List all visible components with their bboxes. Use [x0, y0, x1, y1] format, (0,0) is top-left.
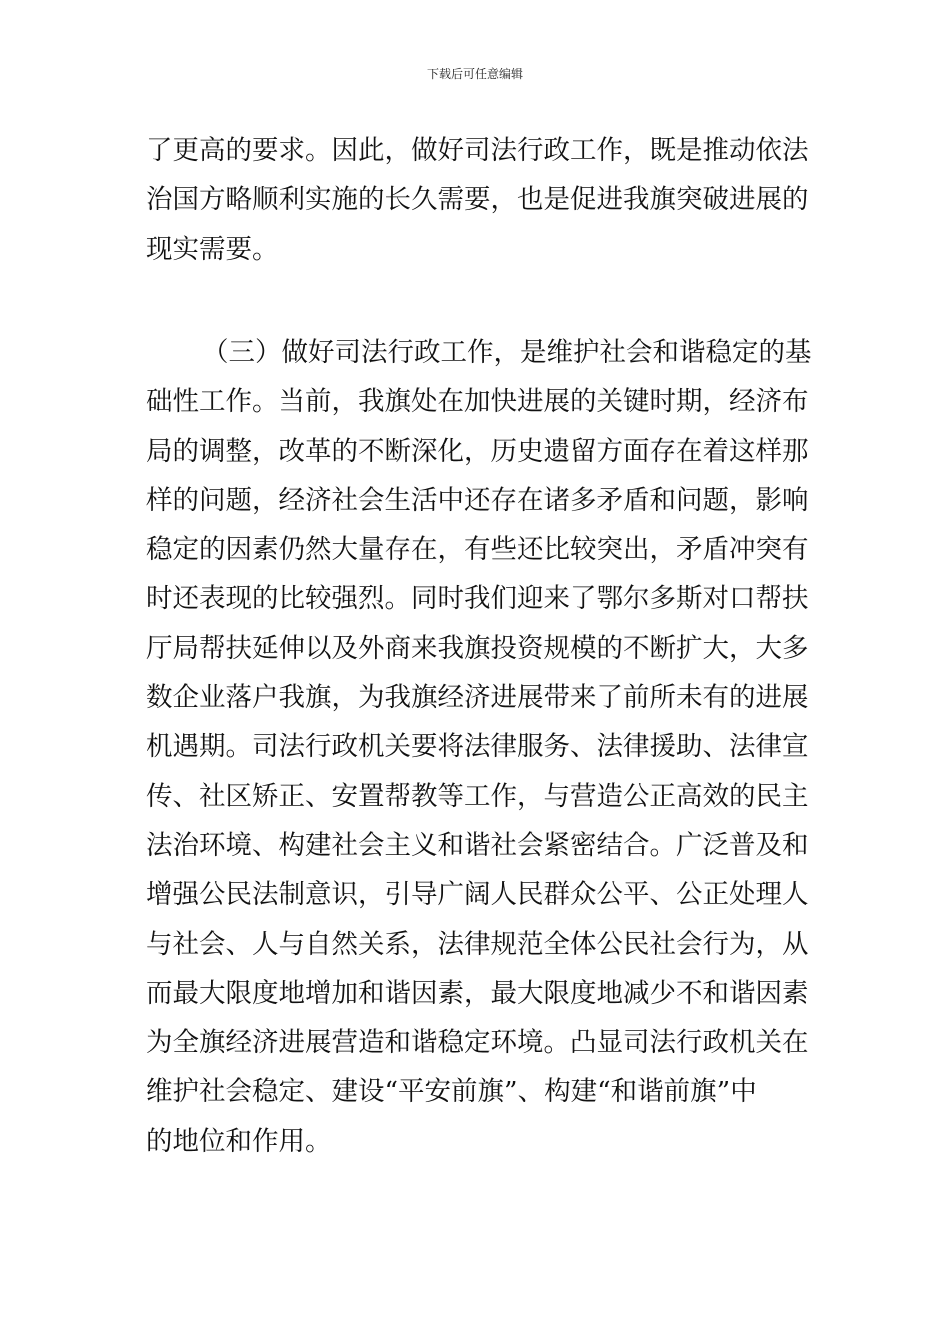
text-line: 数企业落户我旗，为我旗经济进展带来了前所未有的进展 — [146, 682, 809, 714]
text-line: 稳定的因素仍然大量存在，有些还比较突出，矛盾冲突有 — [146, 534, 809, 566]
text-line: 现实需要。 — [146, 233, 279, 265]
text-line: 治国方略顺利实施的长久需要，也是促进我旗突破进展的 — [146, 184, 809, 216]
text-line: 础性工作。当前，我旗处在加快进展的关键时期，经济布 — [146, 386, 809, 418]
page-header: 下载后可任意编辑 — [426, 67, 523, 81]
text-line: 为全旗经济进展营造和谐稳定环境。凸显司法行政机关在 — [146, 1027, 809, 1059]
text-line: （三）做好司法行政工作，是维护社会和谐稳定的基 — [202, 337, 812, 368]
text-line: 而最大限度地增加和谐因素，最大限度地减少不和谐因素 — [146, 977, 809, 1009]
text-line: 了更高的要求。因此，做好司法行政工作，既是推动依法 — [146, 135, 809, 166]
text-line: 增强公民法制意识，引导广阔人民群众公平、公正处理人 — [146, 879, 809, 911]
text-line: 与社会、人与自然关系，法律规范全体公民社会行为，从 — [146, 928, 809, 960]
text-line: 法治环境、构建社会主义和谐社会紧密结合。广泛普及和 — [146, 829, 809, 861]
text-line: 局的调整，改革的不断深化，历史遗留方面存在着这样那 — [146, 435, 809, 467]
text-line: 时还表现的比较强烈。同时我们迎来了鄂尔多斯对口帮扶 — [146, 583, 809, 615]
paragraph-2 — [146, 328, 812, 1166]
text-line: 机遇期。司法行政机关要将法律服务、法律援助、法律宣 — [146, 731, 809, 763]
text-line: 传、社区矫正、安置帮教等工作，与营造公正高效的民主 — [146, 780, 809, 812]
text-line: 的地位和作用。 — [146, 1125, 332, 1157]
text-line: 样的问题，经济社会生活中还存在诸多矛盾和问题，影响 — [146, 484, 809, 516]
paragraph-1 — [146, 126, 809, 274]
text-line: 维护社会稳定、建设“平安前旗”、构建“和谐前旗”中 — [146, 1076, 757, 1108]
text-line: 厅局帮扶延伸以及外商来我旗投资规模的不断扩大，大多 — [146, 632, 809, 664]
